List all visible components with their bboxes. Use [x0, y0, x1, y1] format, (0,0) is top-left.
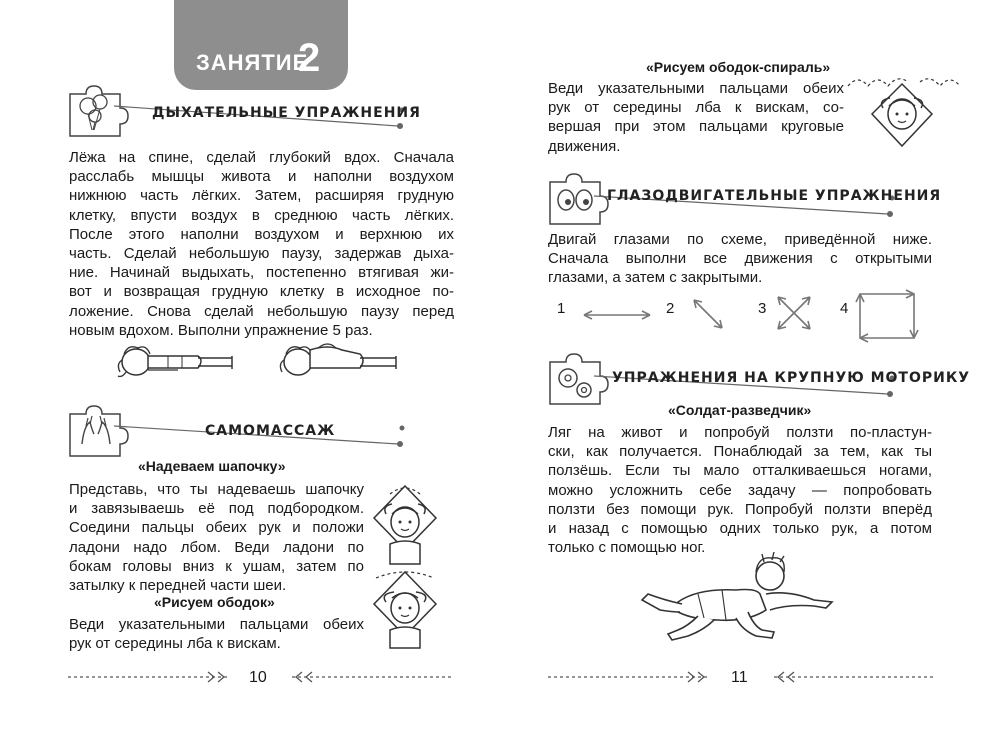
- text-line: и назад с помощью одних только рук, а потом: [548, 519, 932, 537]
- soldier-exercise-text: [548, 423, 932, 557]
- right-page: [500, 0, 1000, 734]
- text-line: и завязываешь её под подбородком.: [69, 500, 364, 518]
- boy-hat-illustration: [370, 484, 440, 566]
- footer-divider-right: [282, 668, 452, 686]
- text-line: бокам головы вниз к ушам, затем по: [69, 557, 364, 575]
- text-line: глазами, а затем с закрытыми.: [548, 269, 763, 287]
- hat-exercise-title: «Надеваем шапочку»: [138, 458, 286, 474]
- text-line: только с помощью ног.: [548, 539, 706, 557]
- text-line: нижнюю часть лёгких. Затем, расширяя грудную: [69, 187, 454, 205]
- footer-divider-left: [548, 668, 718, 686]
- text-line: новым вдохом. Выполни упражнение 5 раз.: [69, 321, 373, 339]
- text-line: вот и возвращая грудную клетку в исходное по-: [69, 283, 454, 301]
- text-line: рук от середины лба к вискам.: [69, 635, 281, 653]
- text-line: После этого наполни воздухом и верхнюю их: [69, 225, 454, 243]
- selfmassage-title: САМОМАССАЖ: [205, 423, 336, 439]
- text-line: рук от середины лба к вискам, со-: [548, 99, 844, 117]
- scheme-cross-arrows: [774, 293, 814, 333]
- soldier-exercise-title: «Солдат-разведчик»: [668, 402, 812, 418]
- text-line: Двигай глазами по схеме, приведённой ниже.: [548, 231, 932, 248]
- text-line: ски, как получается. Понаблюдай за тем, как ты: [548, 443, 932, 461]
- text-line: Соедини пальцы обеих рук и положи: [69, 519, 364, 537]
- breathing-text: [69, 148, 454, 340]
- text-line: клетку, впусти воздух в среднюю часть лёгких.: [69, 206, 454, 224]
- lying-child-breathing-illustration: [270, 340, 404, 386]
- text-line: ние. Начинай выдыхать, постепенно втягивая жи-: [69, 264, 454, 282]
- scheme-square-arrows: [854, 288, 920, 344]
- lesson-tab: [174, 0, 348, 90]
- text-line: ползти без помощи рук. Попробуй ползти вперёд: [548, 500, 932, 518]
- scheme-diagonal-arrow: [690, 296, 726, 332]
- footer-divider-right: [764, 668, 934, 686]
- text-line: ложение. Снова сделай небольшую паузу перед: [69, 302, 454, 320]
- lesson-word: ЗАНЯТИЕ: [196, 50, 309, 75]
- page-number-left: 10: [249, 669, 267, 686]
- page-number-right: 11: [731, 669, 748, 686]
- text-line: Лёжа на спине, сделай глубокий вдох. Сначала: [69, 149, 454, 166]
- breathing-title: ДЫХАТЕЛЬНЫЕ УПРАЖНЕНИЯ: [152, 105, 421, 121]
- hat-exercise-text: [69, 480, 364, 595]
- eyes-text: [548, 230, 932, 288]
- crawling-boy-illustration: [638, 550, 838, 646]
- text-line: Ляг на живот и попробуй ползти по-пластун-: [548, 424, 932, 441]
- boy-rim-illustration: [370, 570, 440, 650]
- scheme-label-4: 4: [840, 300, 849, 317]
- text-line: ладони надо лбом. Веди ладони по: [69, 538, 364, 556]
- scheme-label-2: 2: [666, 300, 675, 317]
- spiral-exercise-title: «Рисуем ободок-спираль»: [646, 59, 831, 75]
- text-line: расслабь мышцы живота и наполни воздухом: [69, 168, 454, 186]
- text-line: вершая при этом пальцами круговые: [548, 118, 844, 136]
- text-line: затылку к передней части шеи.: [69, 576, 287, 594]
- text-line: можно усложнить себе задачу — попробовать: [548, 481, 932, 499]
- text-line: Сначала выполни все движения с открытыми: [548, 250, 932, 268]
- lesson-number: 2: [298, 36, 321, 80]
- text-line: Веди указательными пальцами обеих: [69, 616, 364, 633]
- spiral-exercise-text: [548, 79, 844, 156]
- footer-divider-left: [68, 668, 238, 686]
- text-line: часть. Сделай небольшую паузу, задержав дыха-: [69, 244, 454, 262]
- motor-title: УПРАЖНЕНИЯ НА КРУПНУЮ МОТОРИКУ: [612, 370, 971, 386]
- scheme-label-1: 1: [557, 300, 566, 317]
- eyes-title: ГЛАЗОДВИГАТЕЛЬНЫЕ УПРАЖНЕНИЯ: [607, 188, 942, 204]
- scheme-label-3: 3: [758, 300, 767, 317]
- text-line: Веди указательными пальцами обеих: [548, 80, 844, 97]
- rim-exercise-text: [69, 615, 364, 653]
- rim-exercise-title: «Рисуем ободок»: [154, 594, 275, 610]
- scheme-horizontal-arrow: [580, 308, 654, 322]
- boy-spiral-illustration: [844, 72, 968, 154]
- text-line: ползёшь. Если ты мало отталкиваешься ногами,: [548, 462, 932, 480]
- text-line: движения.: [548, 137, 621, 155]
- text-line: Представь, что ты надеваешь шапочку: [69, 481, 364, 498]
- lying-child-illustration: [108, 342, 240, 384]
